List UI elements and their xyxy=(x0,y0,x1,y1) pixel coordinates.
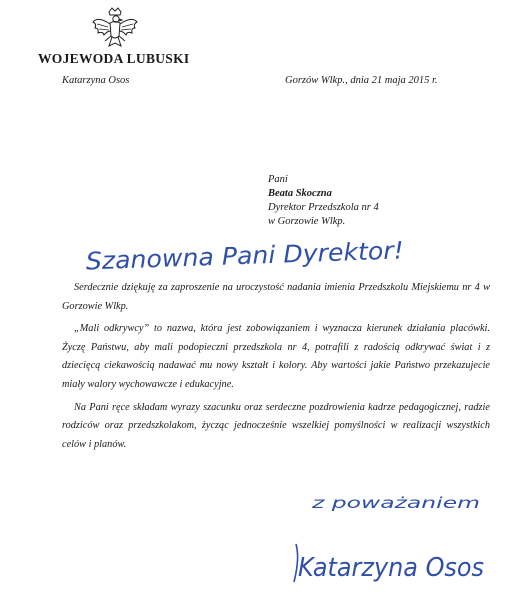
handwritten-signature xyxy=(282,538,492,590)
place-date: Gorzów Wlkp., dnia 21 maja 2015 r. xyxy=(285,75,438,86)
recipient-name: Beata Skoczna xyxy=(268,188,332,199)
closing-text: z poważaniem xyxy=(310,494,480,512)
greeting-text: Szanowna Pani Dyrektor! xyxy=(85,236,390,276)
handwritten-greeting xyxy=(82,232,414,280)
body-paragraph: Na Pani ręce składam wyrazy szacunku oraz serdeczne pozdrowienia kadrze pedagogicznej, radzie rodziców oraz przedszkolakom, życząc jednocześnie wszelkiej pomyślności w realizacji wszystkich celów i planów. xyxy=(62,401,490,450)
body-paragraph: Serdecznie dziękuję za zaproszenie na uroczystość nadania imienia Przedszkolu Miejskiemu nr 4 w Gorzowie Wlkp. xyxy=(62,282,490,312)
organization-name: WOJEWODA LUBUSKI xyxy=(38,51,190,66)
letter-body xyxy=(62,279,490,458)
recipient-city: w Gorzowie Wlkp. xyxy=(268,216,346,227)
polish-eagle-emblem xyxy=(88,6,142,54)
handwritten-closing xyxy=(308,488,488,516)
body-paragraph: „Mali odkrywcy” to nazwa, która jest zobowiązaniem i wyznacza kierunek działania placówki. Życzę Państwu, aby mali podopieczni przedszkola nr 4, potrafili z radością odkrywać świat i z dziecięcą ciekawością nadawać mu nowy kształt i kolory. Aby wartości jakie Państwo przekazujecie miały walory wychowawcze i edukacyjne. xyxy=(62,323,490,390)
signature-text: Katarzyna Osos xyxy=(298,553,484,583)
recipient-block xyxy=(268,173,379,229)
recipient-salutation: Pani xyxy=(268,174,288,185)
sender-name: Katarzyna Osos xyxy=(62,75,130,86)
recipient-title: Dyrektor Przedszkola nr 4 xyxy=(268,202,379,213)
